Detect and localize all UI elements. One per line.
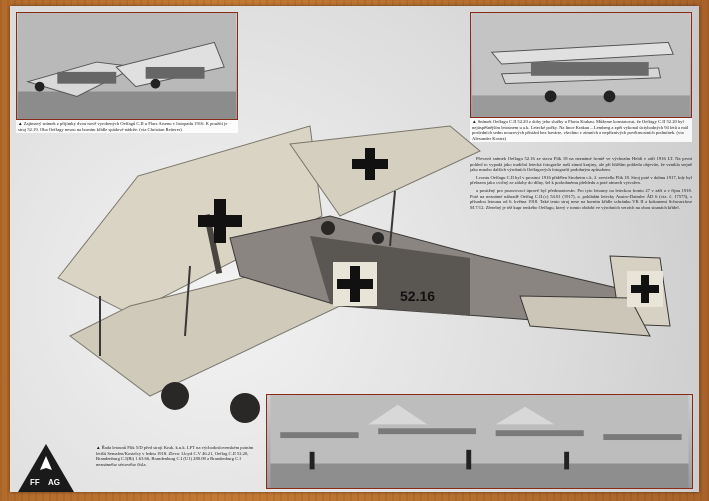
body-paragraph: a postižný pro pozorovací úpravě byl předmontován. Pro tyto letouny na leteckou frontu 27 v září a v říjnu 1918. Poté na neznámé náhradě Oeffag C.II.(c) 54.01 (1917), a. pokládán letecky Austro-Daimler ÁD 6 (viz. č. 17575), s přísadou letounu od 6. května 1918. Také tento stroj nese na horním křídle schránku VK II a kokonemi Schwarzlose M.7/12. Zřetelný je též kupr tenkého Oeffagu, který v tomto období ve výrobních verzích na obou stranách křídel.	[470, 187, 692, 210]
body-paragraph: Převzetí snímek Oeffagu 52.16 ze stavu Flik 18 na neznámé frontě ve výchozím Heldi v září 1916 LT. Na první pohled to vypadá jako tradiční letecká fotografie naší zimní krajiny, ale při bližším pohledu objevíte, že vznikla stejně jako mnoho dalších výrobních Oeffagových fotografií podobným způsobem.	[470, 156, 692, 173]
logo-line1: FF	[30, 478, 40, 487]
caption-top-left: ▲ Zajímavý snímek z přijímky dvou nově vyrobených Oeffagů C.II u Flars Arsenu v listopadu 1916. K použití je stroj 52.19. Oba Oeffagy nesou na horním křídle spádové nádrže. (via Christian Reiterer)	[16, 120, 238, 133]
article-body	[470, 156, 692, 212]
cross-marking-tail	[627, 271, 663, 307]
magazine-page	[10, 6, 699, 492]
pilot-head	[321, 221, 335, 235]
caption-bottom-left: ▲ Řada letounů Flik 5/D před stroji Kruk. k.u.k. LFT na východoslovenském potním letišti Semafen/Kostelcy v lednu 1918. Zleva: Lloyd C.V 46.21, Oeffag C.II 52.20, Brandenburg C.I(Bi) 1.63.66, Brandenburg C.I (U1) 280.08 a Brandenburg C.I neznámého sériového čísla.	[96, 445, 254, 467]
photo-bottom-right	[266, 394, 693, 489]
photo-top-left	[16, 12, 238, 120]
body-paragraph: Lvontu Oeffagu C.II byl v prosinci 1916 přidělen Stroheim c.k. 2. serviellu Flik 18. Stroj poté v dubnu 1917, kdy byl přeřazen jako cvičný ze zálohy do dílny, šel k podrobnému přehledu a poté rámech vytvořen.	[470, 174, 692, 186]
wheel	[230, 393, 260, 423]
logo-line2: AG	[48, 478, 60, 487]
publisher-logo	[16, 442, 76, 492]
observer-head	[372, 232, 384, 244]
wheel	[161, 382, 189, 410]
photo-top-right	[470, 12, 692, 118]
caption-top-right: ▲ Snímek Oeffagu C.II 52.20 z doby jeho služby u Flartu Krakau. Můžeme konstatovat, že Oeffagy C.II 52.20 byl nejúspěšnějším letounem u a.k. Letecké pořky. Na lince Krakau – Lemberg a zpět vykonal úctyhodných 94 letů a mál posledních sedm nouzových přistání bez havárie, všechno v zimních a nepříznivých povětrnostních podmínek. (via Alexander Kostrz)	[470, 118, 692, 142]
aircraft-serial: 52.16	[400, 288, 436, 304]
cross-marking-fuselage	[333, 262, 377, 306]
